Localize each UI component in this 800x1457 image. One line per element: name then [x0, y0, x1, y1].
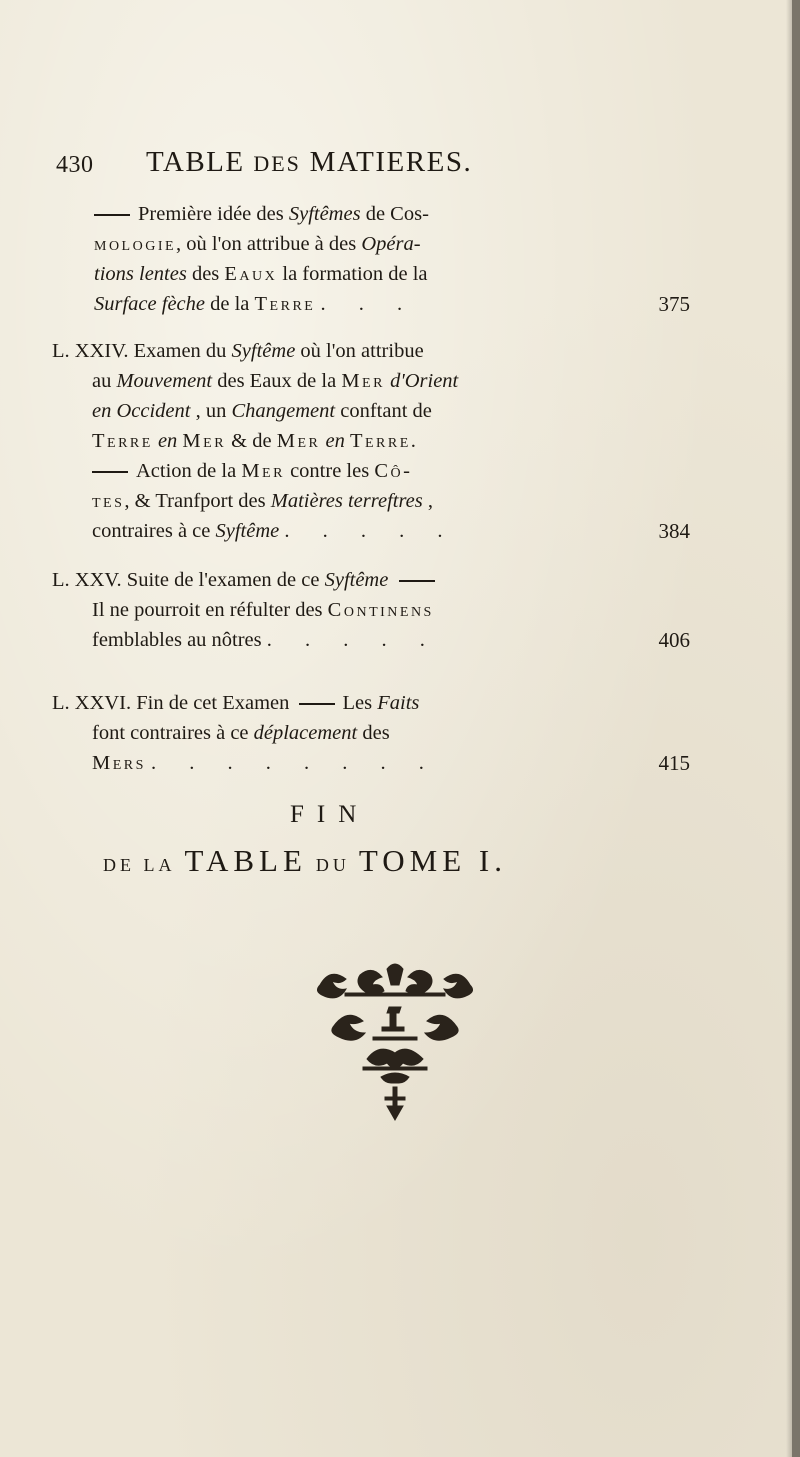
text: Il ne pourroit en réfulter des — [92, 599, 328, 621]
tome-word: TOME I. — [358, 843, 507, 878]
text-smallcaps: Continens — [327, 599, 434, 621]
du-word: DU — [315, 855, 350, 875]
text-smallcaps: Terre — [349, 430, 411, 452]
toc-line — [94, 289, 690, 319]
text: Fin de cet Examen — [136, 692, 295, 714]
toc-line — [52, 396, 684, 426]
text: conftant de — [335, 400, 432, 422]
text-italic: en — [157, 430, 178, 452]
text: & de — [226, 430, 277, 452]
text: , — [422, 490, 434, 512]
text: au — [92, 370, 117, 392]
toc-entry-1 — [94, 199, 690, 319]
text: des Eaux de la — [212, 370, 342, 392]
toc-line — [52, 688, 684, 718]
text-italic: Mouvement — [116, 370, 213, 392]
text-smallcaps: tes — [92, 490, 125, 512]
title-table: TABLE — [146, 146, 245, 178]
running-head — [56, 146, 676, 182]
toc-entry-4 — [52, 688, 690, 778]
em-dash — [399, 580, 435, 582]
text: contraires à ce — [92, 520, 216, 542]
text: des — [357, 722, 390, 744]
text-italic: en — [325, 430, 345, 452]
text: font contraires à ce — [92, 722, 254, 744]
toc-line — [52, 565, 684, 595]
text-italic: Surface fèche — [94, 293, 205, 315]
text: de Cos- — [360, 203, 429, 225]
toc-line — [52, 486, 684, 516]
text-smallcaps: Eaux — [224, 263, 278, 285]
toc-line — [52, 516, 690, 546]
page-edge — [792, 0, 800, 1457]
toc-line — [94, 229, 684, 259]
page-number: 430 — [56, 152, 94, 178]
text: . — [410, 430, 416, 452]
toc-line — [52, 366, 684, 396]
fleuron-ornament-icon — [305, 955, 485, 1125]
title-des: DES — [253, 151, 301, 176]
text: Suite de l'examen de ce — [126, 569, 325, 591]
text-smallcaps: Mer — [241, 460, 285, 482]
page-ref: 384 — [658, 519, 690, 543]
text-italic: tions lentes — [94, 263, 187, 285]
text: la formation de la — [277, 263, 428, 285]
text-smallcaps: Mer — [276, 430, 321, 452]
text-italic: Faits — [377, 692, 420, 714]
end-of-table-line — [103, 843, 507, 879]
text: Première idée des — [138, 203, 289, 225]
toc-entry-2 — [52, 336, 690, 546]
letter-label: L. XXVI. — [52, 692, 132, 714]
text: où l'on attribue — [295, 340, 424, 362]
leader-dots: . . . . . . . . — [151, 752, 438, 774]
text: de la — [205, 293, 255, 315]
toc-line — [52, 456, 684, 486]
toc-line — [52, 748, 690, 778]
text-italic: Syftême — [324, 569, 389, 591]
toc-line — [52, 625, 690, 655]
leader-dots: . . . . . — [266, 629, 439, 651]
table-word: TABLE — [184, 843, 307, 878]
text-smallcaps: Cô- — [374, 460, 413, 482]
em-dash — [299, 703, 335, 705]
page-ref: 406 — [658, 628, 690, 652]
toc-line — [52, 336, 684, 366]
text-smallcaps: Mer — [182, 430, 227, 452]
toc-line — [94, 259, 684, 289]
text-smallcaps: Mers — [92, 752, 146, 774]
toc-line — [94, 199, 684, 229]
text-italic: Matières terreftres — [270, 490, 423, 512]
letter-label: L. XXIV. — [52, 340, 129, 362]
text-smallcaps: Mer — [341, 370, 385, 392]
text-italic: Opéra- — [361, 233, 421, 255]
title-matieres: MATIERES. — [309, 146, 473, 178]
toc-line — [52, 595, 684, 625]
text-italic: Syftême — [215, 520, 280, 542]
toc-line — [52, 718, 684, 748]
text-italic: Syftême — [231, 340, 296, 362]
text: , où l'on attribue à des — [176, 233, 362, 255]
page-ref: 375 — [658, 292, 690, 316]
leader-dots: . . . — [320, 293, 417, 315]
letter-label: L. XXV. — [52, 569, 122, 591]
text: femblables au nôtres — [92, 629, 262, 651]
text-italic: déplacement — [253, 722, 358, 744]
text-italic: en Occident — [92, 400, 191, 422]
page-ref: 415 — [658, 751, 690, 775]
text-smallcaps: Terre — [254, 293, 316, 315]
text: Les — [342, 692, 378, 714]
text: des — [186, 263, 225, 285]
text: , & Tranfport des — [124, 490, 271, 512]
leader-dots: . . . . . — [284, 520, 457, 542]
text: contre les — [284, 460, 375, 482]
text-italic: Syftêmes — [288, 203, 361, 225]
em-dash — [94, 214, 130, 216]
de-la: DE LA — [103, 855, 176, 875]
toc-line — [52, 426, 684, 456]
fin-heading: FIN — [290, 801, 370, 828]
text: Action de la — [136, 460, 242, 482]
running-title — [146, 146, 472, 179]
text: , un — [190, 400, 232, 422]
text-italic: d'Orient — [390, 370, 459, 392]
text-smallcaps: mologie — [94, 233, 177, 255]
toc-entry-3 — [52, 565, 690, 655]
text-italic: Changement — [231, 400, 336, 422]
text: Examen du — [133, 340, 232, 362]
em-dash — [92, 471, 128, 473]
text-smallcaps: Terre — [92, 430, 153, 452]
